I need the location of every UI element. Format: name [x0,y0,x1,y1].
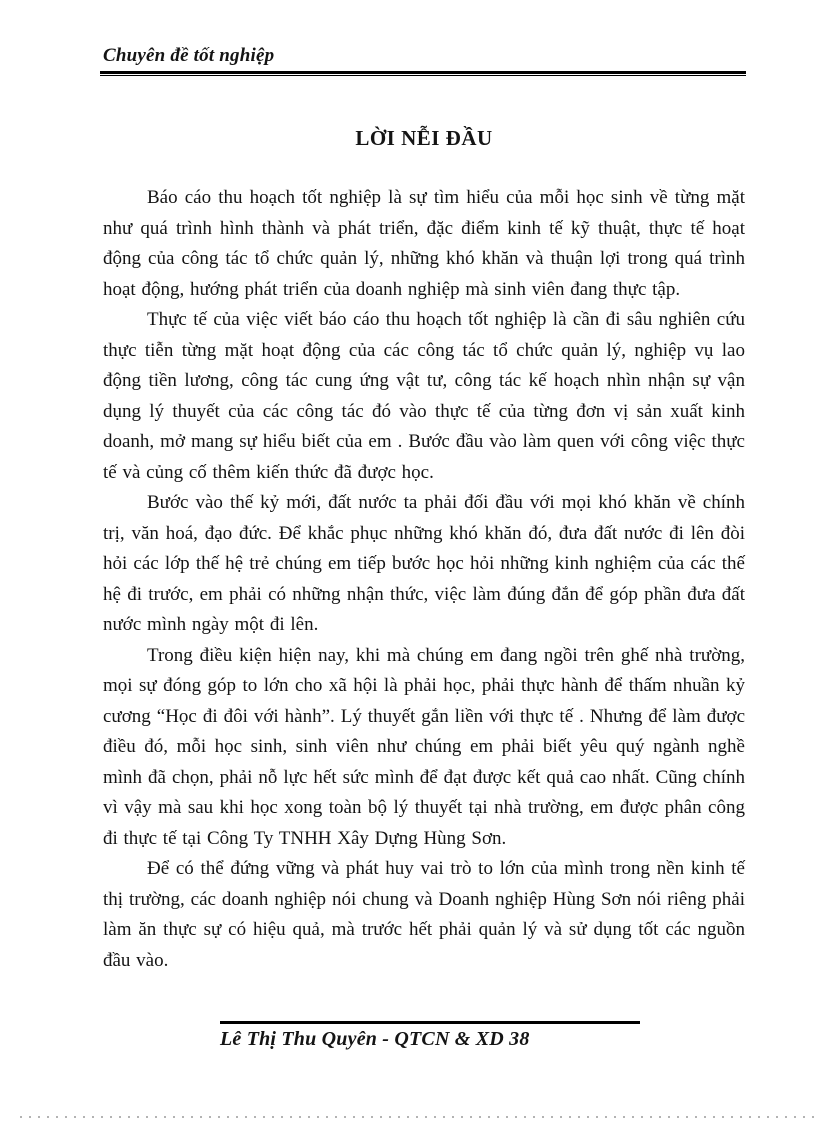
footer-rule [220,1021,640,1024]
header-rule-thin [100,75,746,76]
footer-author: Lê Thị Thu Quyên - QTCN & XD 38 [220,1028,530,1050]
page-footer [220,1021,640,1051]
paragraph-3: Bước vào thế kỷ mới, đất nước ta phải đối đầu với mọi khó khăn về chính trị, văn hoá, đạo đức. Để khắc phục những khó khăn đó, đưa đất nước đi lên đòi hỏi các lớp thế hệ trẻ chúng em tiếp bước học hỏi những kinh nghiệm của các thế hệ đi trước, em phải có những nhận thức, việc làm đúng đắn để góp phần đưa đất nước mình ngày một đi lên. [103,492,745,635]
paragraph-5: Để có thể đứng vững và phát huy vai trò to lớn của mình trong nền kinh tế thị trường, các doanh nghiệp nói chung và Doanh nghiệp Hùng Sơn nói riêng phải làm ăn thực sự có hiệu quả, mà trước hết phải quản lý và sử dụng tốt các nguồn đầu vào. [103,858,745,971]
paragraph-1: Báo cáo thu hoạch tốt nghiệp là sự tìm hiểu của mỗi học sinh về từng mặt như quá trình hình thành và phát triển, đặc điểm kinh tế kỹ thuật, thực tế hoạt động của công tác tổ chức quản lý, những khó khăn và thuận lợi trong quá trình hoạt động, hướng phát triển của doanh nghiệp mà sinh viên đang thực tập. [103,187,745,300]
paragraph-2: Thực tế của việc viết báo cáo thu hoạch tốt nghiệp là cần đi sâu nghiên cứu thực tiễn từng mặt hoạt động của các công tác tổ chức quản lý, nghiệp vụ lao động tiền lương, công tác cung ứng vật tư, công tác kế hoạch nhìn nhận sự vận dụng lý thuyết của các công tác đó vào thực tế của từng đơn vị sản xuất kinh doanh, mở mang sự hiểu biết của em . Bước đầu vào làm quen với công việc thực tế và củng cố thêm kiến thức đã được học. [103,309,745,483]
document-body [103,183,745,976]
page-break-dotted-line [20,1116,816,1118]
running-header-title: Chuyên đề tốt nghiệp [103,45,275,66]
document-title: LỜI NỄI ĐẦU [355,126,493,150]
paragraph-4: Trong điều kiện hiện nay, khi mà chúng em đang ngồi trên ghế nhà trường, mọi sự đóng góp to lớn cho xã hội là phải học, phải thực hành để thấm nhuần kỷ cương “Học đi đôi với hành”. Lý thuyết gắn liền với thực tế . Nhưng để làm được điều đó, mỗi học sinh, sinh viên như chúng em phải biết yêu quý ngành nghề mình đã chọn, phải nỗ lực hết sức mình để đạt được kết quả cao nhất. Cũng chính vì vậy mà sau khi học xong toàn bộ lý thuyết tại nhà trường, em được phân công đi thực tế tại Công Ty TNHH Xây Dựng Hùng Sơn. [103,644,745,849]
page-header [100,45,746,76]
header-rule-thick [100,71,746,74]
